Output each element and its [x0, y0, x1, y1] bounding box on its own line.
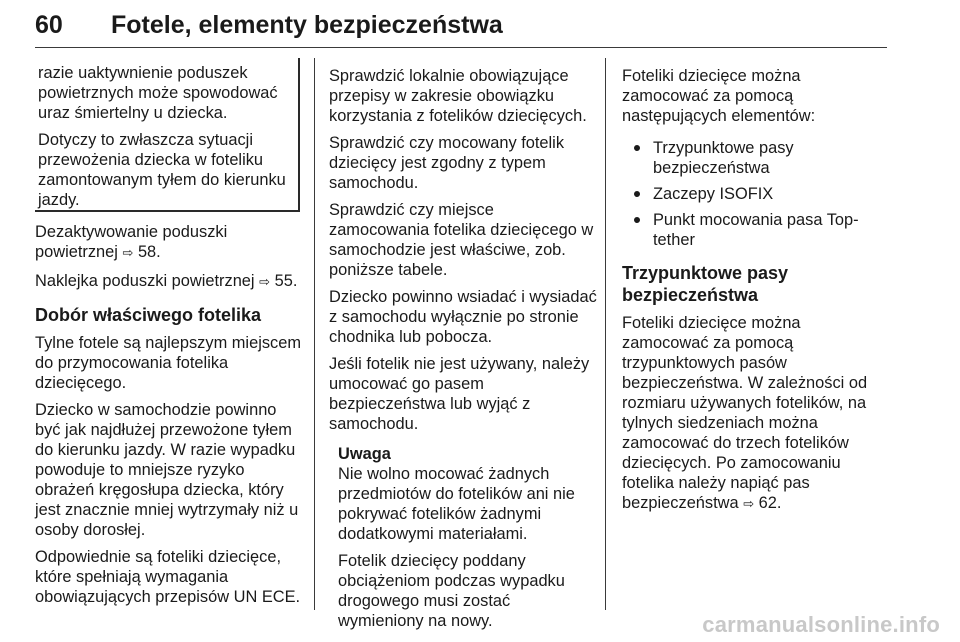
deactivation-page-ref[interactable]: 58. — [137, 243, 161, 261]
warning-paragraph-1: razie uaktywnienie poduszek powietrznych może spowodować uraz śmiertelny u dziecka. — [38, 64, 278, 122]
note-title: Uwaga — [338, 445, 391, 463]
paragraph: Sprawdzić lokalnie obowiązujące przepisy w zakresie obowiązku korzystania z fotelików dziecięcych. — [329, 67, 587, 125]
paragraph: Sprawdzić czy mocowany fotelik dziecięcy jest zgodny z typem samochodu. — [329, 134, 565, 192]
warning-box — [38, 63, 296, 217]
list-item: Punkt mocowania pasa Top-tether — [622, 210, 890, 250]
page-number: 60 — [35, 11, 63, 39]
column-divider-1 — [314, 58, 315, 610]
section-heading-child-seat-selection: Dobór właściwego fotelika — [35, 305, 262, 325]
reference-arrow-icon: ⇨ — [743, 497, 755, 512]
warning-paragraph-2: Dotyczy to zwłaszcza sytuacji przewożenia dziecka w foteliku zamontowanym tyłem do kierunku jazdy. — [38, 131, 286, 209]
mounting-elements-list — [622, 138, 890, 250]
paragraph: Sprawdzić czy miejsce zamocowania fotelika dziecięcego w samochodzie jest właściwe, zob. poniższe tabele. — [329, 201, 594, 279]
column-divider-2 — [605, 58, 606, 610]
note-box — [338, 444, 597, 631]
section-heading-three-point-belts: Trzypunktowe pasy bezpieczeństwa — [622, 263, 789, 305]
column-1 — [35, 222, 301, 614]
note-paragraph-2: Fotelik dziecięcy poddany obciążeniom podczas wypadku drogowego musi zostać wymieniony na nowy. — [338, 552, 565, 630]
column-2 — [329, 66, 597, 638]
reference-arrow-icon: ⇨ — [122, 246, 134, 261]
list-item: Trzypunktowe pasy bezpieczeństwa — [622, 138, 890, 178]
paragraph: Foteliki dziecięce można zamocować za pomocą następujących elementów: — [622, 67, 816, 125]
paragraph: Odpowiednie są foteliki dziecięce, które spełniają wymagania obowiązujących przepisów UN ECE. — [35, 548, 301, 606]
paragraph-text: Foteliki dziecięce można zamocować za pomocą trzypunktowych pasów bezpieczeństwa. W zależności od rozmiaru używanych fotelików, na tylnych siedzeniach można zamocować do trzech fotelików dziecięcych. Po zamocowaniu fotelika należy napiąć pas bezpieczeństwa — [622, 314, 868, 512]
column-3 — [622, 66, 890, 522]
reference-arrow-icon: ⇨ — [259, 275, 271, 290]
label-reference[interactable] — [35, 271, 301, 293]
three-point-belt-paragraph — [622, 313, 890, 515]
watermark: carmanualsonline.info — [702, 612, 940, 637]
header-divider — [35, 47, 887, 48]
paragraph: Dziecko w samochodzie powinno być jak najdłużej przewożone tyłem do kierunku jazdy. W razie wypadku powoduje to mniejsze ryzyko obrażeń kręgosłupa dziecka, który jest znacznie mniej wytrzymały niż u osoby dorosłej. — [35, 401, 299, 539]
page-title: Fotele, elementy bezpieczeństwa — [111, 11, 503, 39]
label-text: Naklejka poduszki powietrznej — [35, 272, 255, 290]
deactivation-reference[interactable] — [35, 222, 301, 264]
belt-page-ref[interactable]: 62. — [758, 494, 782, 512]
paragraph: Tylne fotele są najlepszym miejscem do przymocowania fotelika dziecięcego. — [35, 334, 301, 392]
paragraph: Jeśli fotelik nie jest używany, należy umocować go pasem bezpieczeństwa lub wyjąć z samochodu. — [329, 355, 590, 433]
note-paragraph-1: Nie wolno mocować żadnych przedmiotów do fotelików ani nie pokrywać fotelików żadnymi dodatkowymi materiałami. — [338, 465, 575, 543]
label-page-ref[interactable]: 55. — [274, 272, 298, 290]
paragraph: Dziecko powinno wsiadać i wysiadać z samochodu wyłącznie po stronie chodnika lub pobocza. — [329, 288, 597, 346]
deactivation-text: Dezaktywowanie poduszki powietrznej — [35, 223, 228, 261]
page-header — [35, 6, 885, 46]
list-item: Zaczepy ISOFIX — [622, 184, 890, 204]
